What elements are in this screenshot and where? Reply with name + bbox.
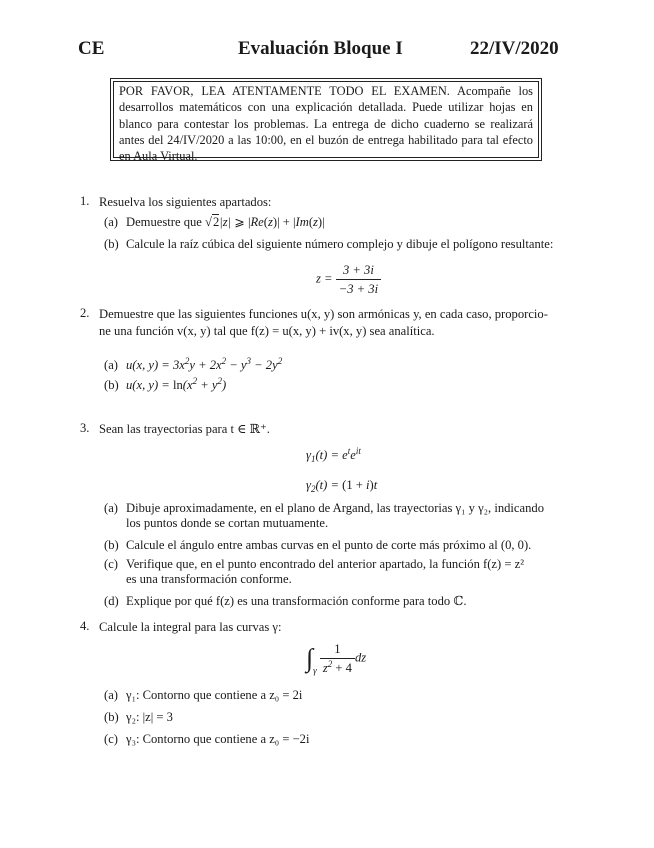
q1-statement: Resuelva los siguientes apartados: [99, 195, 272, 209]
q4-integral: $\int_\gamma$ $\frac{1}{z^2 + 4}$ dz [306, 642, 367, 676]
q3-c-line2: es una transformación conforme. [126, 572, 292, 586]
q1-equation [316, 262, 381, 297]
q1-b-text: Calcule la raíz cúbica del siguiente número complejo y dibuje el polígono resultante: [126, 237, 554, 251]
q4-a-text: γ₁: Contorno que contiene a z₀ = 2i [126, 688, 303, 702]
q3-d-label: (d) [104, 594, 119, 608]
course-code: CE [78, 38, 105, 59]
q3-c-label: (c) [104, 557, 118, 571]
q4-number: 4. [80, 619, 90, 633]
q3-b-text: Calcule el ángulo entre ambas curvas en el punto de corte más próximo al (0, 0). [126, 538, 532, 552]
q1-a [126, 214, 325, 230]
q3-a-line1: Dibuje aproximadamente, en el plano de Argand, las trayectorias γ₁ y γ₂, indicando [126, 501, 545, 515]
q3-a-line2: los puntos donde se cortan mutuamente. [126, 516, 329, 530]
q3-a-label: (a) [104, 501, 118, 515]
q1-a-text: Demuestre que [126, 215, 202, 229]
q1-a-label: (a) [104, 215, 118, 229]
instructions-box [110, 78, 542, 164]
q2-a-formula: u(x, $y) = 3x^2y + 2x^2 - y^3 - 2y^2$ [126, 356, 283, 372]
q2-b-label: (b) [104, 378, 119, 392]
q4-b-text: γ₂: |z| = 3 [126, 710, 173, 724]
q3-statement: Sean las trayectorias para t ∈ ℝ⁺. [99, 422, 270, 436]
instructions-text: POR FAVOR, LEA ATENTAMENTE TODO EL EXAMEN. Acompañe los desarrollos matemáticos con una explicación detallada. Puede utilizar hojas en blanco para contestar los problemas. La entrega de dicho cuaderno se realizará antes del 24/IV/2020 a las 10:00, en el buzón de entrega habilitado para tal efecto en Aula Virtual. [113, 81, 539, 158]
q3-gamma1: $\gamma_1(t) = e^te^{it}$ [306, 446, 361, 464]
q2-b-formula: u(x, $y) = \ln(x^2 + y^2)$ [126, 376, 227, 392]
q4-c-text: γ₃: Contorno que contiene a z₀ = −2i [126, 732, 310, 746]
q3-number: 3. [80, 421, 90, 435]
q4-c-label: (c) [104, 732, 118, 746]
q3-d-text: Explique por qué f(z) es una transformación conforme para todo ℂ. [126, 594, 467, 608]
q4-b-label: (b) [104, 710, 119, 724]
q3-c-line1: Verifique que, en el punto encontrado del anterior apartado, la función f(z) = z² [126, 557, 524, 571]
q3-gamma2: $\gamma_2(t) = (1 + i)t$ [306, 478, 378, 494]
q2-statement-line2: ne una función v(x, y) tal que f(z) = u(x, y) + iv(x, y) sea analítica. [99, 324, 435, 338]
exam-date: 22/IV/2020 [470, 38, 559, 59]
exam-title: Evaluación Bloque I [238, 38, 403, 59]
q2-number: 2. [80, 306, 90, 320]
q1-eq-numerator: 3 + 3i [336, 262, 381, 280]
q1-a-formula: √2|z| ⩾ |Re(z)| + |Im(z)| [205, 215, 325, 229]
q1-number: 1. [80, 194, 90, 208]
q1-eq-lhs: z = [316, 271, 333, 286]
q4-statement: Calcule la integral para las curvas γ: [99, 620, 282, 634]
q1-b-label: (b) [104, 237, 119, 251]
q3-b-label: (b) [104, 538, 119, 552]
q4-a-label: (a) [104, 688, 118, 702]
q2-statement-line1: Demuestre que las siguientes funciones u(x, y) son armónicas y, en cada caso, proporcio- [99, 307, 548, 321]
q2-a-label: (a) [104, 358, 118, 372]
q1-eq-denominator: −3 + 3i [338, 282, 379, 296]
